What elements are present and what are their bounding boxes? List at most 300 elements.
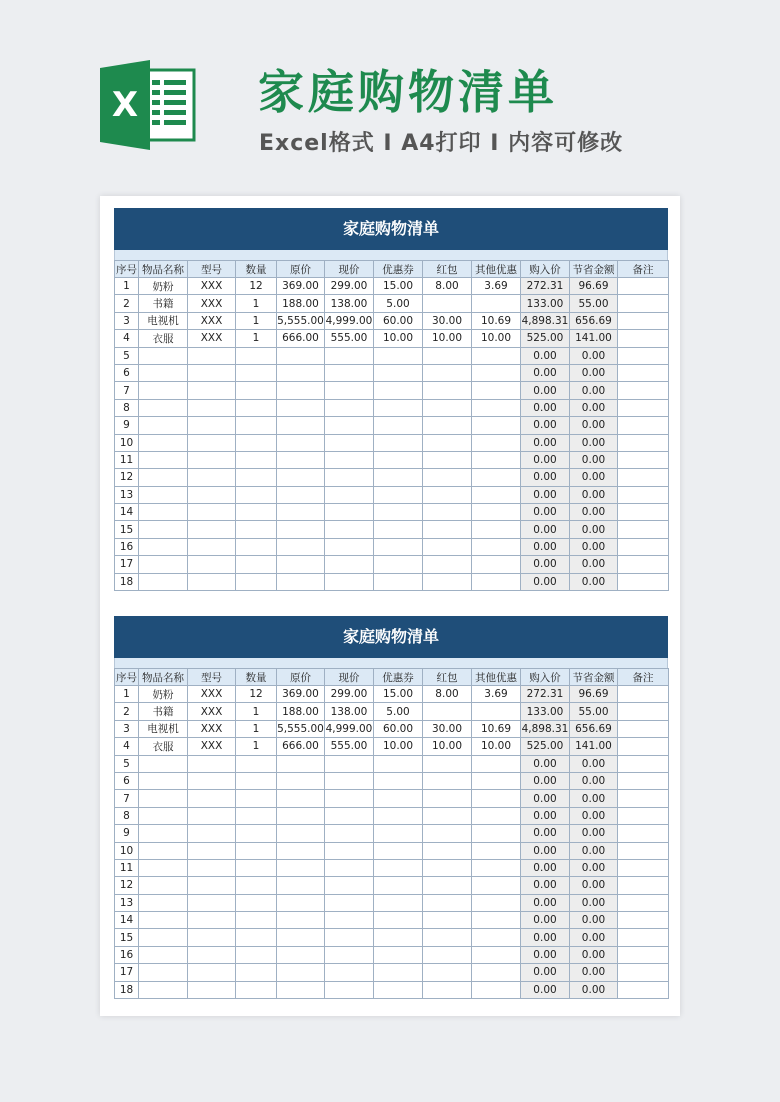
table-cell[interactable] bbox=[325, 981, 374, 998]
table-cell[interactable] bbox=[188, 946, 236, 963]
table-cell[interactable]: 0.00 bbox=[521, 877, 570, 894]
table-cell[interactable]: 10.69 bbox=[472, 312, 521, 329]
table-cell[interactable] bbox=[472, 382, 521, 399]
table-cell[interactable]: 奶粉 bbox=[139, 278, 188, 295]
table-cell[interactable] bbox=[236, 434, 277, 451]
table-cell[interactable]: 0.00 bbox=[521, 347, 570, 364]
table-cell[interactable] bbox=[277, 417, 325, 434]
table-cell[interactable] bbox=[618, 772, 669, 789]
table-cell[interactable] bbox=[374, 964, 423, 981]
table-cell[interactable]: 299.00 bbox=[325, 686, 374, 703]
table-cell[interactable] bbox=[618, 720, 669, 737]
table-cell[interactable] bbox=[325, 451, 374, 468]
table-cell[interactable] bbox=[325, 573, 374, 590]
table-cell[interactable]: 10.00 bbox=[374, 738, 423, 755]
table-cell[interactable] bbox=[472, 964, 521, 981]
table-cell[interactable] bbox=[374, 521, 423, 538]
table-cell[interactable] bbox=[618, 738, 669, 755]
table-cell[interactable] bbox=[325, 364, 374, 381]
table-cell[interactable] bbox=[277, 382, 325, 399]
table-cell[interactable] bbox=[472, 772, 521, 789]
table-cell[interactable] bbox=[423, 504, 472, 521]
table-cell[interactable] bbox=[188, 451, 236, 468]
table-cell[interactable]: 0.00 bbox=[570, 755, 618, 772]
table-cell[interactable] bbox=[618, 912, 669, 929]
table-cell[interactable] bbox=[325, 964, 374, 981]
table-cell[interactable]: 96.69 bbox=[570, 278, 618, 295]
table-cell[interactable] bbox=[325, 842, 374, 859]
table-cell[interactable] bbox=[472, 877, 521, 894]
table-cell[interactable] bbox=[618, 469, 669, 486]
table-cell[interactable]: XXX bbox=[188, 295, 236, 312]
table-cell[interactable] bbox=[236, 825, 277, 842]
table-cell[interactable]: 12 bbox=[236, 278, 277, 295]
table-cell[interactable]: 0.00 bbox=[521, 772, 570, 789]
table-cell[interactable]: 525.00 bbox=[521, 738, 570, 755]
table-cell[interactable] bbox=[472, 521, 521, 538]
table-cell[interactable] bbox=[277, 772, 325, 789]
table-cell[interactable] bbox=[325, 946, 374, 963]
table-cell[interactable]: 1 bbox=[236, 312, 277, 329]
table-cell[interactable]: 3.69 bbox=[472, 686, 521, 703]
table-cell[interactable]: 10.69 bbox=[472, 720, 521, 737]
table-cell[interactable] bbox=[423, 825, 472, 842]
table-cell[interactable] bbox=[472, 703, 521, 720]
table-cell[interactable] bbox=[618, 877, 669, 894]
table-cell[interactable] bbox=[139, 521, 188, 538]
table-cell[interactable]: 15 bbox=[115, 521, 139, 538]
table-cell[interactable] bbox=[139, 946, 188, 963]
table-cell[interactable] bbox=[236, 807, 277, 824]
table-cell[interactable] bbox=[423, 399, 472, 416]
table-cell[interactable]: 369.00 bbox=[277, 686, 325, 703]
table-cell[interactable] bbox=[423, 573, 472, 590]
table-cell[interactable]: 0.00 bbox=[570, 364, 618, 381]
table-cell[interactable]: 0.00 bbox=[570, 929, 618, 946]
table-cell[interactable] bbox=[374, 859, 423, 876]
table-cell[interactable] bbox=[139, 964, 188, 981]
table-cell[interactable]: 书籍 bbox=[139, 295, 188, 312]
table-cell[interactable] bbox=[374, 772, 423, 789]
table-cell[interactable] bbox=[236, 842, 277, 859]
table-cell[interactable] bbox=[277, 859, 325, 876]
table-cell[interactable] bbox=[472, 469, 521, 486]
table-cell[interactable] bbox=[472, 364, 521, 381]
table-cell[interactable] bbox=[188, 486, 236, 503]
table-cell[interactable]: 0.00 bbox=[570, 521, 618, 538]
table-cell[interactable] bbox=[188, 859, 236, 876]
table-cell[interactable] bbox=[423, 538, 472, 555]
table-cell[interactable]: 10.00 bbox=[374, 330, 423, 347]
table-cell[interactable] bbox=[325, 417, 374, 434]
table-cell[interactable]: 0.00 bbox=[570, 877, 618, 894]
table-cell[interactable]: 9 bbox=[115, 825, 139, 842]
table-cell[interactable] bbox=[325, 521, 374, 538]
table-cell[interactable] bbox=[236, 912, 277, 929]
table-cell[interactable] bbox=[188, 469, 236, 486]
table-cell[interactable]: 0.00 bbox=[521, 842, 570, 859]
table-cell[interactable]: 12 bbox=[115, 469, 139, 486]
table-cell[interactable] bbox=[139, 382, 188, 399]
table-cell[interactable] bbox=[139, 807, 188, 824]
table-cell[interactable]: 0.00 bbox=[521, 399, 570, 416]
table-cell[interactable]: 10.00 bbox=[423, 738, 472, 755]
table-cell[interactable]: 0.00 bbox=[521, 434, 570, 451]
table-cell[interactable] bbox=[374, 417, 423, 434]
table-cell[interactable] bbox=[618, 330, 669, 347]
table-cell[interactable]: 141.00 bbox=[570, 738, 618, 755]
table-cell[interactable] bbox=[374, 894, 423, 911]
table-cell[interactable] bbox=[325, 755, 374, 772]
table-cell[interactable] bbox=[618, 486, 669, 503]
table-cell[interactable]: 666.00 bbox=[277, 330, 325, 347]
table-cell[interactable]: XXX bbox=[188, 720, 236, 737]
table-cell[interactable] bbox=[325, 399, 374, 416]
table-cell[interactable] bbox=[472, 573, 521, 590]
table-cell[interactable]: 15.00 bbox=[374, 278, 423, 295]
table-cell[interactable] bbox=[423, 703, 472, 720]
table-cell[interactable]: 电视机 bbox=[139, 720, 188, 737]
table-cell[interactable] bbox=[188, 573, 236, 590]
table-cell[interactable] bbox=[277, 521, 325, 538]
table-cell[interactable]: 0.00 bbox=[521, 825, 570, 842]
table-cell[interactable]: 0.00 bbox=[521, 451, 570, 468]
table-cell[interactable] bbox=[618, 312, 669, 329]
table-cell[interactable]: 0.00 bbox=[521, 469, 570, 486]
table-cell[interactable] bbox=[325, 504, 374, 521]
table-cell[interactable] bbox=[423, 842, 472, 859]
table-cell[interactable]: 0.00 bbox=[570, 894, 618, 911]
table-cell[interactable]: 141.00 bbox=[570, 330, 618, 347]
table-cell[interactable]: 0.00 bbox=[570, 772, 618, 789]
table-cell[interactable] bbox=[277, 946, 325, 963]
table-cell[interactable] bbox=[139, 504, 188, 521]
table-cell[interactable] bbox=[277, 347, 325, 364]
table-cell[interactable]: 96.69 bbox=[570, 686, 618, 703]
table-cell[interactable]: 0.00 bbox=[521, 573, 570, 590]
table-cell[interactable] bbox=[236, 929, 277, 946]
table-cell[interactable] bbox=[236, 946, 277, 963]
table-cell[interactable] bbox=[423, 772, 472, 789]
table-cell[interactable] bbox=[618, 825, 669, 842]
table-cell[interactable]: 5.00 bbox=[374, 295, 423, 312]
table-cell[interactable] bbox=[423, 364, 472, 381]
table-cell[interactable]: 656.69 bbox=[570, 312, 618, 329]
table-cell[interactable] bbox=[472, 807, 521, 824]
table-cell[interactable] bbox=[423, 981, 472, 998]
table-cell[interactable] bbox=[277, 877, 325, 894]
table-cell[interactable] bbox=[277, 556, 325, 573]
table-cell[interactable]: 0.00 bbox=[521, 486, 570, 503]
table-cell[interactable]: 0.00 bbox=[570, 347, 618, 364]
table-cell[interactable] bbox=[236, 451, 277, 468]
table-cell[interactable]: 0.00 bbox=[570, 382, 618, 399]
table-cell[interactable]: 9 bbox=[115, 417, 139, 434]
table-cell[interactable] bbox=[374, 790, 423, 807]
table-cell[interactable]: 10 bbox=[115, 842, 139, 859]
table-cell[interactable] bbox=[188, 842, 236, 859]
table-cell[interactable] bbox=[188, 382, 236, 399]
table-cell[interactable]: 138.00 bbox=[325, 703, 374, 720]
table-cell[interactable]: 0.00 bbox=[521, 382, 570, 399]
table-cell[interactable]: 60.00 bbox=[374, 312, 423, 329]
table-cell[interactable] bbox=[472, 790, 521, 807]
table-cell[interactable]: 14 bbox=[115, 912, 139, 929]
table-cell[interactable] bbox=[236, 894, 277, 911]
table-cell[interactable] bbox=[139, 877, 188, 894]
table-cell[interactable]: 8 bbox=[115, 399, 139, 416]
table-cell[interactable]: 188.00 bbox=[277, 295, 325, 312]
table-cell[interactable] bbox=[188, 417, 236, 434]
table-cell[interactable] bbox=[236, 964, 277, 981]
table-cell[interactable] bbox=[618, 278, 669, 295]
table-cell[interactable] bbox=[277, 364, 325, 381]
table-cell[interactable]: 1 bbox=[236, 295, 277, 312]
table-cell[interactable] bbox=[618, 295, 669, 312]
table-cell[interactable]: 0.00 bbox=[521, 556, 570, 573]
table-cell[interactable] bbox=[139, 894, 188, 911]
table-cell[interactable]: 0.00 bbox=[570, 573, 618, 590]
table-cell[interactable]: 30.00 bbox=[423, 720, 472, 737]
table-cell[interactable] bbox=[472, 929, 521, 946]
table-cell[interactable]: 0.00 bbox=[570, 790, 618, 807]
table-cell[interactable] bbox=[139, 347, 188, 364]
table-cell[interactable]: 0.00 bbox=[570, 434, 618, 451]
table-cell[interactable] bbox=[423, 451, 472, 468]
table-cell[interactable]: 0.00 bbox=[521, 364, 570, 381]
table-cell[interactable] bbox=[374, 946, 423, 963]
table-cell[interactable] bbox=[277, 486, 325, 503]
table-cell[interactable] bbox=[188, 556, 236, 573]
table-cell[interactable]: 1 bbox=[236, 738, 277, 755]
table-cell[interactable]: 60.00 bbox=[374, 720, 423, 737]
table-cell[interactable]: 8 bbox=[115, 807, 139, 824]
table-cell[interactable] bbox=[472, 434, 521, 451]
table-cell[interactable]: 666.00 bbox=[277, 738, 325, 755]
table-cell[interactable] bbox=[618, 859, 669, 876]
table-cell[interactable] bbox=[139, 573, 188, 590]
table-cell[interactable] bbox=[325, 929, 374, 946]
table-cell[interactable] bbox=[472, 417, 521, 434]
table-cell[interactable] bbox=[277, 469, 325, 486]
table-cell[interactable] bbox=[423, 295, 472, 312]
table-cell[interactable] bbox=[277, 451, 325, 468]
table-cell[interactable] bbox=[374, 981, 423, 998]
table-cell[interactable]: 4 bbox=[115, 330, 139, 347]
table-cell[interactable] bbox=[188, 755, 236, 772]
table-cell[interactable] bbox=[277, 825, 325, 842]
table-cell[interactable]: 0.00 bbox=[570, 946, 618, 963]
table-cell[interactable] bbox=[374, 364, 423, 381]
table-cell[interactable] bbox=[236, 981, 277, 998]
table-cell[interactable]: 10 bbox=[115, 434, 139, 451]
table-cell[interactable]: 0.00 bbox=[570, 859, 618, 876]
table-cell[interactable]: 11 bbox=[115, 859, 139, 876]
table-cell[interactable]: 0.00 bbox=[521, 946, 570, 963]
table-cell[interactable] bbox=[618, 686, 669, 703]
table-cell[interactable] bbox=[472, 946, 521, 963]
table-cell[interactable]: 14 bbox=[115, 504, 139, 521]
table-cell[interactable]: 2 bbox=[115, 703, 139, 720]
table-cell[interactable] bbox=[618, 790, 669, 807]
table-cell[interactable] bbox=[325, 790, 374, 807]
table-cell[interactable] bbox=[188, 772, 236, 789]
table-cell[interactable] bbox=[277, 755, 325, 772]
table-cell[interactable] bbox=[188, 504, 236, 521]
table-cell[interactable] bbox=[277, 981, 325, 998]
table-cell[interactable] bbox=[472, 399, 521, 416]
table-cell[interactable] bbox=[423, 929, 472, 946]
table-cell[interactable] bbox=[423, 946, 472, 963]
table-cell[interactable] bbox=[188, 807, 236, 824]
table-cell[interactable]: 55.00 bbox=[570, 295, 618, 312]
table-cell[interactable] bbox=[374, 807, 423, 824]
table-cell[interactable]: 0.00 bbox=[570, 417, 618, 434]
table-cell[interactable] bbox=[325, 538, 374, 555]
table-cell[interactable] bbox=[472, 347, 521, 364]
table-cell[interactable]: 奶粉 bbox=[139, 686, 188, 703]
table-cell[interactable] bbox=[374, 399, 423, 416]
table-cell[interactable] bbox=[423, 417, 472, 434]
table-cell[interactable]: 4,898.31 bbox=[521, 312, 570, 329]
table-cell[interactable] bbox=[618, 573, 669, 590]
table-cell[interactable] bbox=[236, 790, 277, 807]
table-cell[interactable] bbox=[139, 755, 188, 772]
table-cell[interactable] bbox=[325, 894, 374, 911]
table-cell[interactable]: 5,555.00 bbox=[277, 720, 325, 737]
table-cell[interactable]: 30.00 bbox=[423, 312, 472, 329]
table-cell[interactable] bbox=[423, 790, 472, 807]
table-cell[interactable]: 133.00 bbox=[521, 295, 570, 312]
table-cell[interactable] bbox=[188, 825, 236, 842]
table-cell[interactable]: 8.00 bbox=[423, 278, 472, 295]
table-cell[interactable]: 1 bbox=[236, 720, 277, 737]
table-cell[interactable]: 7 bbox=[115, 790, 139, 807]
table-cell[interactable] bbox=[277, 434, 325, 451]
table-cell[interactable] bbox=[139, 842, 188, 859]
table-cell[interactable]: XXX bbox=[188, 738, 236, 755]
table-cell[interactable]: 3.69 bbox=[472, 278, 521, 295]
table-cell[interactable] bbox=[423, 755, 472, 772]
table-cell[interactable] bbox=[472, 538, 521, 555]
table-cell[interactable]: 0.00 bbox=[570, 964, 618, 981]
table-cell[interactable] bbox=[188, 894, 236, 911]
table-cell[interactable] bbox=[139, 364, 188, 381]
table-cell[interactable]: 2 bbox=[115, 295, 139, 312]
table-cell[interactable] bbox=[374, 469, 423, 486]
table-cell[interactable] bbox=[188, 364, 236, 381]
table-cell[interactable]: 1 bbox=[115, 278, 139, 295]
table-cell[interactable]: 525.00 bbox=[521, 330, 570, 347]
table-cell[interactable]: 272.31 bbox=[521, 278, 570, 295]
table-cell[interactable]: 555.00 bbox=[325, 738, 374, 755]
table-cell[interactable]: XXX bbox=[188, 278, 236, 295]
table-cell[interactable] bbox=[618, 382, 669, 399]
table-cell[interactable] bbox=[277, 842, 325, 859]
table-cell[interactable] bbox=[236, 364, 277, 381]
table-cell[interactable] bbox=[472, 825, 521, 842]
table-cell[interactable] bbox=[618, 399, 669, 416]
table-cell[interactable] bbox=[325, 486, 374, 503]
table-cell[interactable] bbox=[236, 772, 277, 789]
table-cell[interactable] bbox=[472, 556, 521, 573]
table-cell[interactable] bbox=[618, 964, 669, 981]
table-cell[interactable] bbox=[139, 469, 188, 486]
table-cell[interactable] bbox=[618, 451, 669, 468]
table-cell[interactable]: 15.00 bbox=[374, 686, 423, 703]
table-cell[interactable]: 5 bbox=[115, 347, 139, 364]
table-cell[interactable]: 4,999.00 bbox=[325, 720, 374, 737]
table-cell[interactable] bbox=[618, 521, 669, 538]
table-cell[interactable] bbox=[472, 912, 521, 929]
table-cell[interactable] bbox=[139, 929, 188, 946]
table-cell[interactable]: 12 bbox=[115, 877, 139, 894]
table-cell[interactable] bbox=[236, 347, 277, 364]
table-cell[interactable] bbox=[188, 347, 236, 364]
table-cell[interactable] bbox=[423, 894, 472, 911]
table-cell[interactable]: 4 bbox=[115, 738, 139, 755]
table-cell[interactable]: 16 bbox=[115, 946, 139, 963]
table-cell[interactable] bbox=[139, 399, 188, 416]
table-cell[interactable] bbox=[423, 486, 472, 503]
table-cell[interactable] bbox=[188, 912, 236, 929]
table-cell[interactable]: 0.00 bbox=[570, 504, 618, 521]
table-cell[interactable] bbox=[423, 469, 472, 486]
table-cell[interactable] bbox=[139, 486, 188, 503]
table-cell[interactable]: XXX bbox=[188, 703, 236, 720]
table-cell[interactable] bbox=[277, 807, 325, 824]
table-cell[interactable]: 4,999.00 bbox=[325, 312, 374, 329]
table-cell[interactable] bbox=[423, 556, 472, 573]
table-cell[interactable] bbox=[618, 504, 669, 521]
table-cell[interactable] bbox=[188, 964, 236, 981]
table-cell[interactable]: 衣服 bbox=[139, 330, 188, 347]
table-cell[interactable] bbox=[618, 556, 669, 573]
table-cell[interactable] bbox=[325, 382, 374, 399]
table-cell[interactable]: 133.00 bbox=[521, 703, 570, 720]
table-cell[interactable] bbox=[423, 877, 472, 894]
table-cell[interactable]: 18 bbox=[115, 981, 139, 998]
table-cell[interactable]: 电视机 bbox=[139, 312, 188, 329]
table-cell[interactable] bbox=[618, 703, 669, 720]
table-cell[interactable] bbox=[236, 417, 277, 434]
table-cell[interactable]: 衣服 bbox=[139, 738, 188, 755]
table-cell[interactable] bbox=[139, 451, 188, 468]
table-cell[interactable] bbox=[472, 981, 521, 998]
table-cell[interactable]: 5.00 bbox=[374, 703, 423, 720]
table-cell[interactable]: 0.00 bbox=[521, 790, 570, 807]
table-cell[interactable]: 1 bbox=[115, 686, 139, 703]
table-cell[interactable] bbox=[277, 964, 325, 981]
table-cell[interactable] bbox=[188, 399, 236, 416]
table-cell[interactable] bbox=[325, 877, 374, 894]
table-cell[interactable] bbox=[188, 929, 236, 946]
table-cell[interactable]: 0.00 bbox=[570, 842, 618, 859]
table-cell[interactable] bbox=[472, 295, 521, 312]
table-cell[interactable]: 4,898.31 bbox=[521, 720, 570, 737]
table-cell[interactable]: 8.00 bbox=[423, 686, 472, 703]
table-cell[interactable]: 369.00 bbox=[277, 278, 325, 295]
table-cell[interactable]: 0.00 bbox=[570, 538, 618, 555]
table-cell[interactable] bbox=[236, 399, 277, 416]
table-cell[interactable] bbox=[139, 859, 188, 876]
table-cell[interactable] bbox=[277, 399, 325, 416]
table-cell[interactable] bbox=[325, 807, 374, 824]
table-cell[interactable] bbox=[472, 894, 521, 911]
table-cell[interactable] bbox=[618, 755, 669, 772]
table-cell[interactable]: 1 bbox=[236, 330, 277, 347]
table-cell[interactable] bbox=[618, 842, 669, 859]
